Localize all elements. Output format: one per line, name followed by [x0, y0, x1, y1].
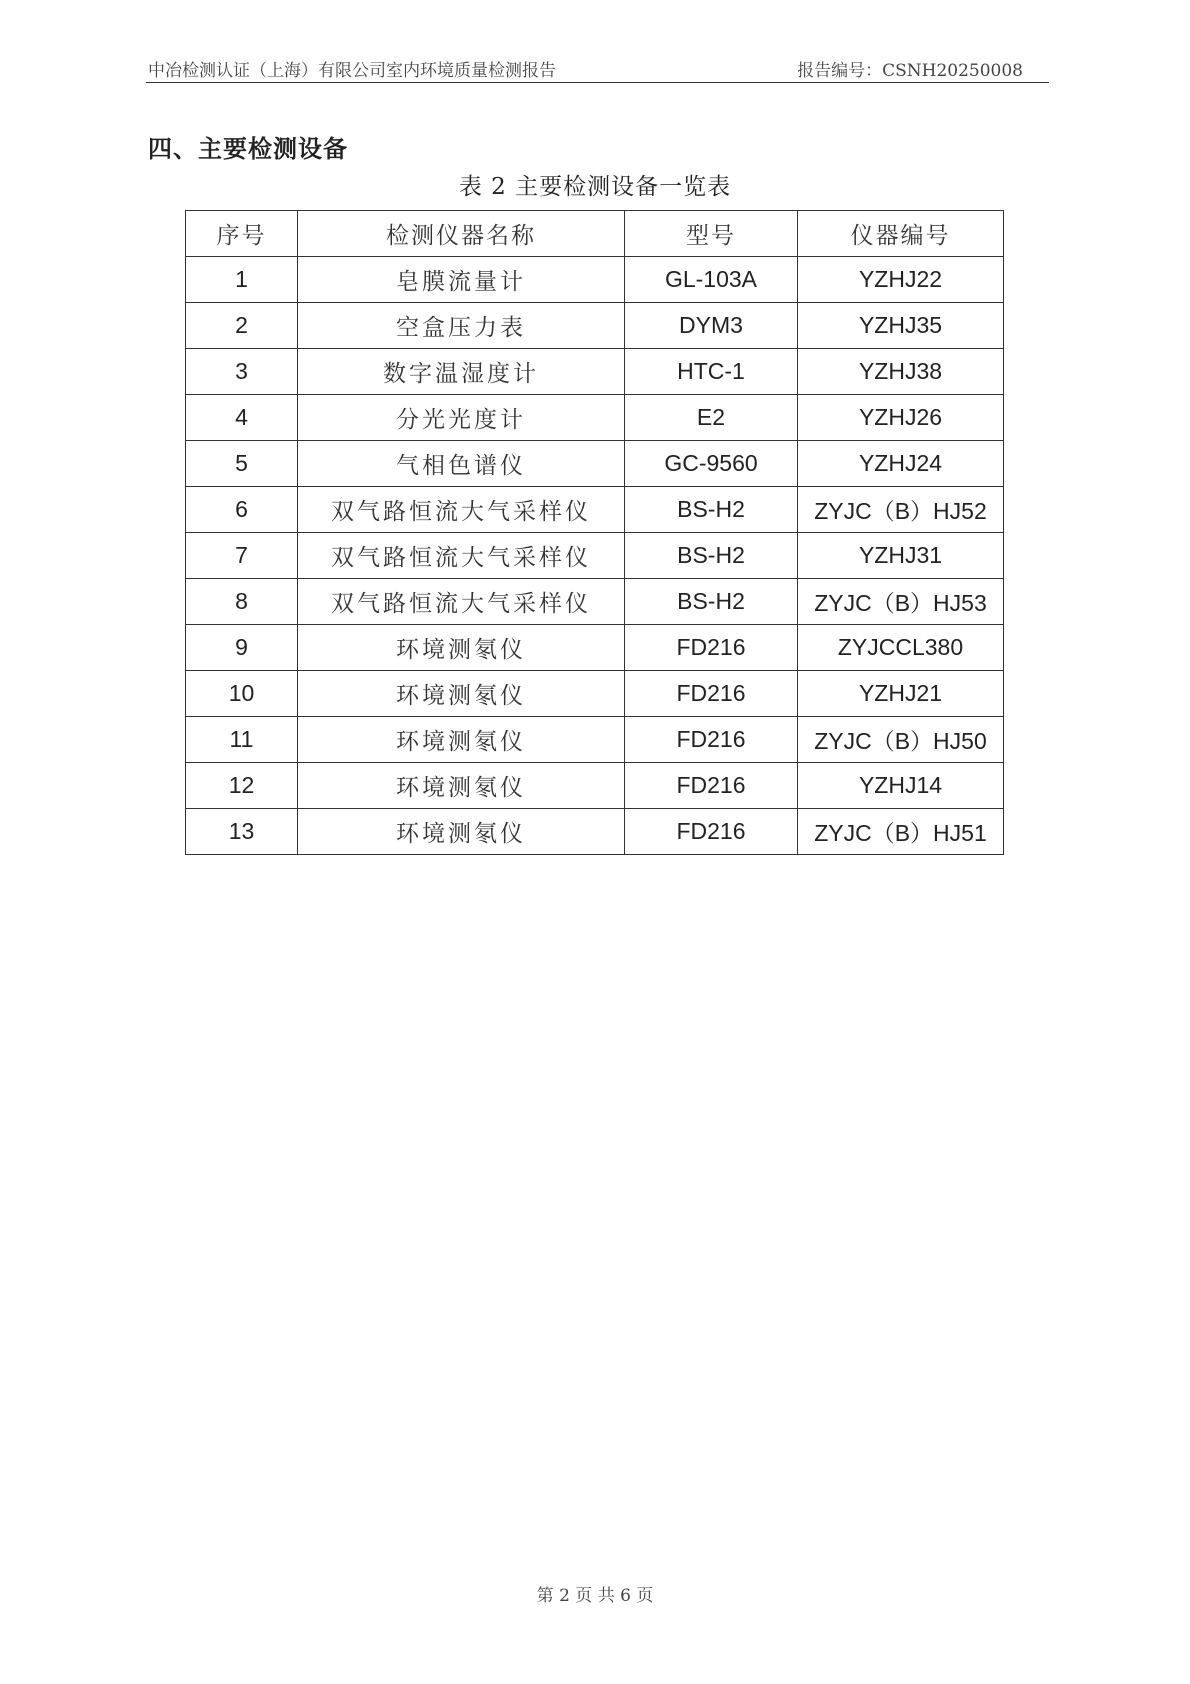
table-row: [186, 579, 1004, 625]
instrument-model: FD216: [625, 809, 798, 855]
table-row: [186, 763, 1004, 809]
instrument-name: 分光光度计: [298, 395, 625, 441]
instrument-name: 数字温湿度计: [298, 349, 625, 395]
instrument-model: HTC-1: [625, 349, 798, 395]
instrument-name: 环境测氡仪: [298, 671, 625, 717]
table-row: [186, 809, 1004, 855]
row-number: 12: [186, 763, 298, 809]
instrument-id: YZHJ21: [798, 671, 1004, 717]
table-row: [186, 533, 1004, 579]
row-number: 7: [186, 533, 298, 579]
row-number: 2: [186, 303, 298, 349]
table-row: [186, 717, 1004, 763]
instrument-model: FD216: [625, 671, 798, 717]
page-header: [146, 56, 1049, 83]
table-row: [186, 671, 1004, 717]
table-row: [186, 349, 1004, 395]
row-number: 8: [186, 579, 298, 625]
instrument-name: 环境测氡仪: [298, 763, 625, 809]
instrument-id: ZYJCCL380: [798, 625, 1004, 671]
row-number: 4: [186, 395, 298, 441]
instrument-name: 气相色谱仪: [298, 441, 625, 487]
instrument-name: 皂膜流量计: [298, 257, 625, 303]
instrument-id: ZYJC（B）HJ51: [798, 809, 1004, 855]
instrument-id: YZHJ31: [798, 533, 1004, 579]
instrument-model: BS-H2: [625, 533, 798, 579]
instrument-model: DYM3: [625, 303, 798, 349]
table-header-row: [186, 211, 1004, 257]
instrument-model: GL-103A: [625, 257, 798, 303]
column-header-model: 型号: [625, 211, 798, 257]
instrument-model: GC-9560: [625, 441, 798, 487]
column-header-instrument-name: 检测仪器名称: [298, 211, 625, 257]
table-row: [186, 487, 1004, 533]
instrument-id: YZHJ26: [798, 395, 1004, 441]
instrument-name: 环境测氡仪: [298, 809, 625, 855]
instrument-id: ZYJC（B）HJ52: [798, 487, 1004, 533]
table-row: [186, 257, 1004, 303]
table-row: [186, 395, 1004, 441]
table-row: [186, 625, 1004, 671]
row-number: 3: [186, 349, 298, 395]
instrument-name: 双气路恒流大气采样仪: [298, 579, 625, 625]
instrument-name: 双气路恒流大气采样仪: [298, 487, 625, 533]
instrument-id: YZHJ22: [798, 257, 1004, 303]
row-number: 10: [186, 671, 298, 717]
row-number: 1: [186, 257, 298, 303]
instrument-model: FD216: [625, 763, 798, 809]
instrument-name: 双气路恒流大气采样仪: [298, 533, 625, 579]
instrument-id: YZHJ35: [798, 303, 1004, 349]
row-number: 5: [186, 441, 298, 487]
column-header-instrument-id: 仪器编号: [798, 211, 1004, 257]
instrument-name: 空盒压力表: [298, 303, 625, 349]
instrument-model: FD216: [625, 625, 798, 671]
row-number: 9: [186, 625, 298, 671]
row-number: 13: [186, 809, 298, 855]
table-row: [186, 303, 1004, 349]
header-report-number: 报告编号：CSNH20250008: [797, 61, 1023, 81]
instrument-model: FD216: [625, 717, 798, 763]
row-number: 11: [186, 717, 298, 763]
column-header-number: 序号: [186, 211, 298, 257]
table-caption: 表 2 主要检测设备一览表: [458, 174, 732, 200]
row-number: 6: [186, 487, 298, 533]
instrument-model: E2: [625, 395, 798, 441]
instrument-name: 环境测氡仪: [298, 717, 625, 763]
section-title: 四、主要检测设备: [148, 134, 348, 163]
instrument-model: BS-H2: [625, 487, 798, 533]
header-company-title: 中冶检测认证（上海）有限公司室内环境质量检测报告: [148, 61, 556, 81]
instrument-name: 环境测氡仪: [298, 625, 625, 671]
equipment-table: [185, 210, 1004, 855]
table-row: [186, 441, 1004, 487]
instrument-model: BS-H2: [625, 579, 798, 625]
instrument-id: ZYJC（B）HJ53: [798, 579, 1004, 625]
instrument-id: ZYJC（B）HJ50: [798, 717, 1004, 763]
page-footer: 第 2 页 共 6 页: [536, 1586, 654, 1606]
instrument-id: YZHJ14: [798, 763, 1004, 809]
instrument-id: YZHJ38: [798, 349, 1004, 395]
instrument-id: YZHJ24: [798, 441, 1004, 487]
